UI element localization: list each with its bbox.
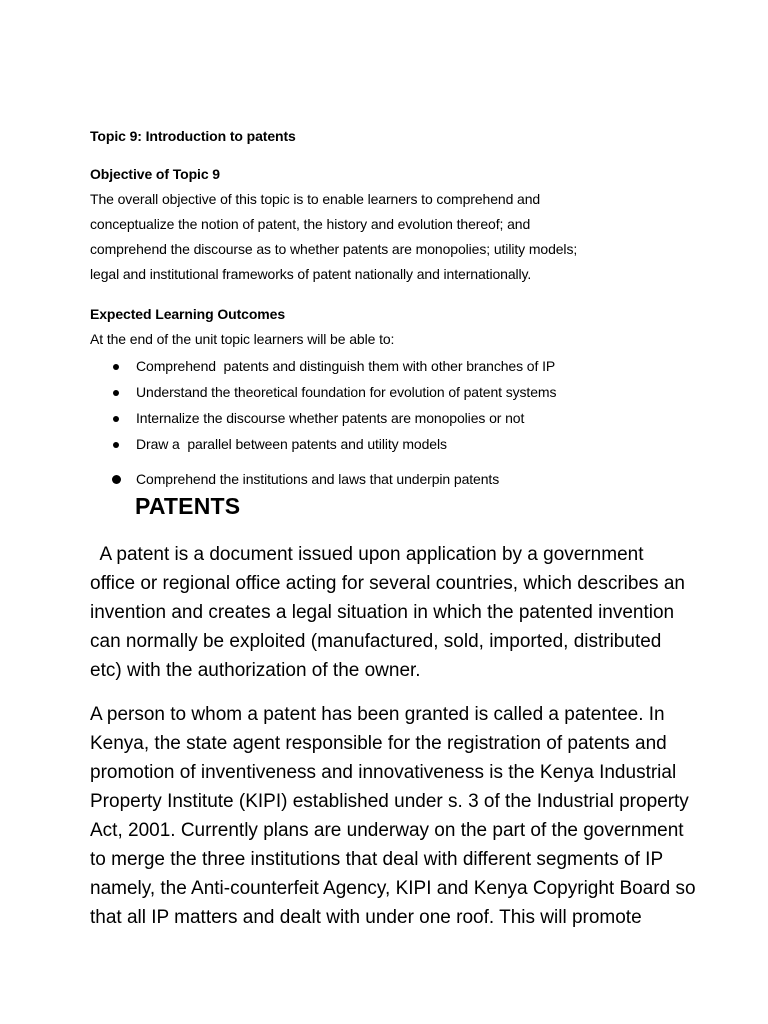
paragraph-line: invention and creates a legal situation in which the patented invention — [90, 602, 675, 623]
paragraph-line: promotion of inventiveness and innovativeness is the Kenya Industrial — [90, 762, 677, 783]
outcomes-intro: At the end of the unit topic learners will be able to: — [90, 331, 395, 347]
outcome-item: Internalize the discourse whether patents are monopolies or not — [108, 406, 708, 432]
paragraph-line: office or regional office acting for several countries, which describes an — [90, 573, 685, 594]
objective-paragraph — [90, 187, 700, 287]
patent-definition-paragraph — [90, 540, 700, 685]
paragraph-line: Kenya, the state agent responsible for the registration of patents and — [90, 733, 667, 754]
paragraph-line: A patent is a document issued upon application by a government — [90, 544, 644, 565]
objective-line: The overall objective of this topic is to enable learners to comprehend and — [90, 191, 541, 207]
topic-title: Topic 9: Introduction to patents — [90, 128, 296, 144]
objective-line: comprehend the discourse as to whether patents are monopolies; utility models; — [90, 241, 578, 257]
paragraph-line: A person to whom a patent has been granted is called a patentee. In — [90, 704, 665, 725]
objective-line: conceptualize the notion of patent, the history and evolution thereof; and — [90, 216, 531, 232]
paragraph-line: to merge the three institutions that deal with different segments of IP — [90, 849, 664, 870]
outcomes-heading: Expected Learning Outcomes — [90, 306, 286, 322]
patentee-paragraph — [90, 700, 700, 932]
outcome-item: Draw a parallel between patents and utility models — [108, 432, 708, 458]
paragraph-line: namely, the Anti-counterfeit Agency, KIPI and Kenya Copyright Board so — [90, 878, 696, 899]
outcome-item: Understand the theoretical foundation for evolution of patent systems — [108, 380, 708, 406]
paragraph-line: Act, 2001. Currently plans are underway on the part of the government — [90, 820, 684, 841]
paragraph-line: can normally be exploited (manufactured, sold, imported, distributed — [90, 631, 662, 652]
section-title: PATENTS — [135, 493, 241, 519]
outcome-item: Comprehend patents and distinguish them with other branches of IP — [108, 354, 708, 380]
paragraph-line: that all IP matters and dealt with under one roof. This will promote — [90, 907, 642, 928]
outcome-item: Comprehend the institutions and laws that underpin patents — [108, 467, 708, 493]
paragraph-line: etc) with the authorization of the owner. — [90, 660, 421, 681]
objective-heading: Objective of Topic 9 — [90, 166, 220, 182]
objective-line: legal and institutional frameworks of patent nationally and internationally. — [90, 266, 532, 282]
paragraph-line: Property Institute (KIPI) established under s. 3 of the Industrial property — [90, 791, 689, 812]
outcomes-list — [108, 354, 708, 493]
